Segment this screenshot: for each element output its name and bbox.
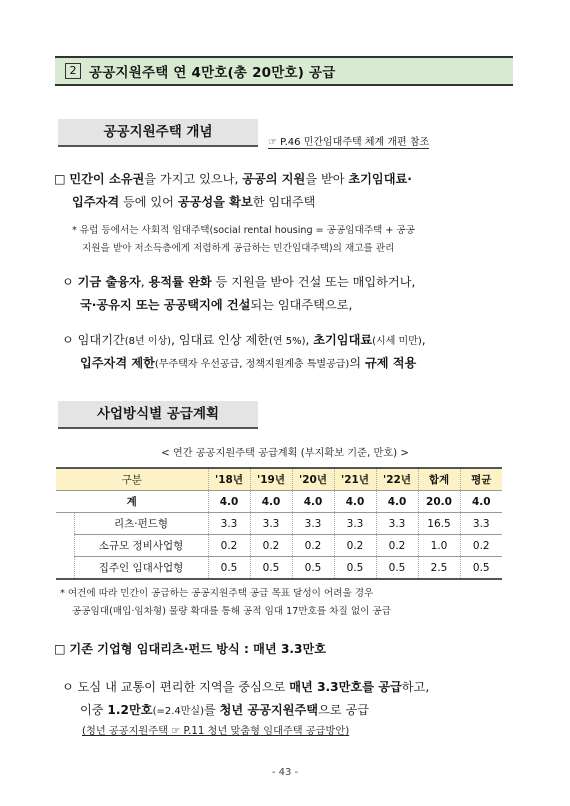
bullet-1-line-2: 입주자격 등에 있어 공공성을 확보한 임대주택	[72, 195, 316, 209]
note-2-line-2: 공공임대(매입·임차형) 물량 확대를 통해 공적 임대 17만호를 차질 없이 공급	[72, 606, 391, 617]
overview-tab-label: 공공지원주택 개념	[58, 119, 258, 147]
header-cell: '22년	[376, 468, 418, 491]
bullet-2-line-2: 국·공유지 또는 공공택지에 건설되는 임대주택으로,	[80, 298, 353, 312]
table-cell: 4.0	[292, 491, 334, 513]
table-cell: 3.3	[460, 513, 502, 535]
table-cell: 0.5	[460, 557, 502, 580]
bullet-1-line-1: □ 민간이 소유권을 가지고 있으나, 공공의 지원을 받아 초기임대료·	[54, 172, 412, 186]
header-cell: '21년	[334, 468, 376, 491]
circle-bullet: ㅇ	[62, 333, 74, 347]
header-cell: '18년	[208, 468, 250, 491]
bullet-2-line-1: ㅇ 기금 출융자, 용적률 완화 등 지원을 받아 건설 또는 매입하거나,	[62, 275, 416, 289]
plan-tab-label: 사업방식별 공급계획	[58, 401, 258, 429]
note-1-line-2: 지원을 받아 저소득층에게 저렴하게 공급하는 민간임대주택)의 재고를 관리	[82, 243, 395, 254]
table-cell: 16.5	[418, 513, 460, 535]
section-number: 2	[65, 63, 81, 79]
table-cell: 0.2	[376, 535, 418, 557]
table-cell: 0.2	[292, 535, 334, 557]
bullet-5-line-1: ㅇ 도심 내 교통이 편리한 지역을 중심으로 매년 3.3만호를 공급하고,	[62, 680, 430, 694]
table-cell: 0.5	[292, 557, 334, 580]
table-cell: 0.5	[250, 557, 292, 580]
bullet-3-line-2: 입주자격 제한(무주택자 우선공급, 정책지원계층 특별공급)의 규제 적용	[80, 356, 417, 370]
table-total-row	[56, 491, 502, 513]
square-bullet: □	[54, 642, 66, 656]
header-cell: 구분	[56, 468, 208, 491]
bullet-5-line-2: 이중 1.2만호(=2.4만실)를 청년 공공지원주택으로 공급	[80, 703, 370, 717]
table-row	[56, 535, 502, 557]
circle-bullet: ㅇ	[62, 680, 74, 694]
header-cell: 평균	[460, 468, 502, 491]
bullet-4: □ 기존 기업형 임대리츠·펀드 방식 : 매년 3.3만호	[54, 642, 327, 656]
section-title: 공공지원주택 연 4만호(총 20만호) 공급	[89, 65, 336, 81]
table-caption: < 연간 공공지원주택 공급계획 (부지확보 기준, 만호) >	[161, 448, 409, 459]
table-cell: 4.0	[460, 491, 502, 513]
table-cell: 20.0	[418, 491, 460, 513]
note-1-line-1: * 유럽 등에서는 사회적 임대주택(social rental housing = 공공임대주택 + 공공	[72, 225, 415, 236]
header-cell: 합계	[418, 468, 460, 491]
table-cell: 3.3	[334, 513, 376, 535]
table-cell: 0.5	[376, 557, 418, 580]
indent-cell	[56, 513, 74, 580]
table-cell: 3.3	[292, 513, 334, 535]
square-bullet: □	[54, 172, 66, 186]
table-cell: 0.5	[208, 557, 250, 580]
row-label: 계	[56, 491, 208, 513]
table-cell: 0.5	[334, 557, 376, 580]
section-header	[55, 56, 513, 86]
row-label: 집주인 임대사업형	[74, 557, 208, 580]
table-row	[56, 557, 502, 580]
reference-note: ☞ P.46 민간임대주택 체계 개편 참조	[268, 133, 429, 149]
row-label: 소규모 정비사업형	[74, 535, 208, 557]
bullet-3-line-1: ㅇ 임대기간(8년 이상), 임대료 인상 제한(연 5%), 초기임대료(시세 미만),	[62, 333, 426, 347]
table-cell: 0.2	[250, 535, 292, 557]
row-label: 리츠·펀드형	[74, 513, 208, 535]
header-cell: '20년	[292, 468, 334, 491]
table-cell: 4.0	[334, 491, 376, 513]
note-2-line-1: * 여건에 따라 민간이 공급하는 공공지원주택 공급 목표 달성이 어려울 경우	[60, 588, 374, 599]
table-cell: 3.3	[376, 513, 418, 535]
table-row	[56, 513, 502, 535]
header-cell: '19년	[250, 468, 292, 491]
table-header-row	[56, 468, 502, 491]
table-cell: 1.0	[418, 535, 460, 557]
table-cell: 3.3	[250, 513, 292, 535]
table-cell: 0.2	[460, 535, 502, 557]
table-cell: 4.0	[376, 491, 418, 513]
supply-plan-table	[56, 467, 502, 580]
table-cell: 3.3	[208, 513, 250, 535]
table-cell: 4.0	[208, 491, 250, 513]
table-cell: 4.0	[250, 491, 292, 513]
table-cell: 0.2	[208, 535, 250, 557]
page-number: - 43 -	[271, 767, 299, 778]
table-cell: 2.5	[418, 557, 460, 580]
table-cell: 0.2	[334, 535, 376, 557]
circle-bullet: ㅇ	[62, 275, 74, 289]
bullet-5-reference: (청년 공공지원주택 ☞ P.11 청년 맞춤형 임대주택 공급방안)	[82, 726, 350, 737]
